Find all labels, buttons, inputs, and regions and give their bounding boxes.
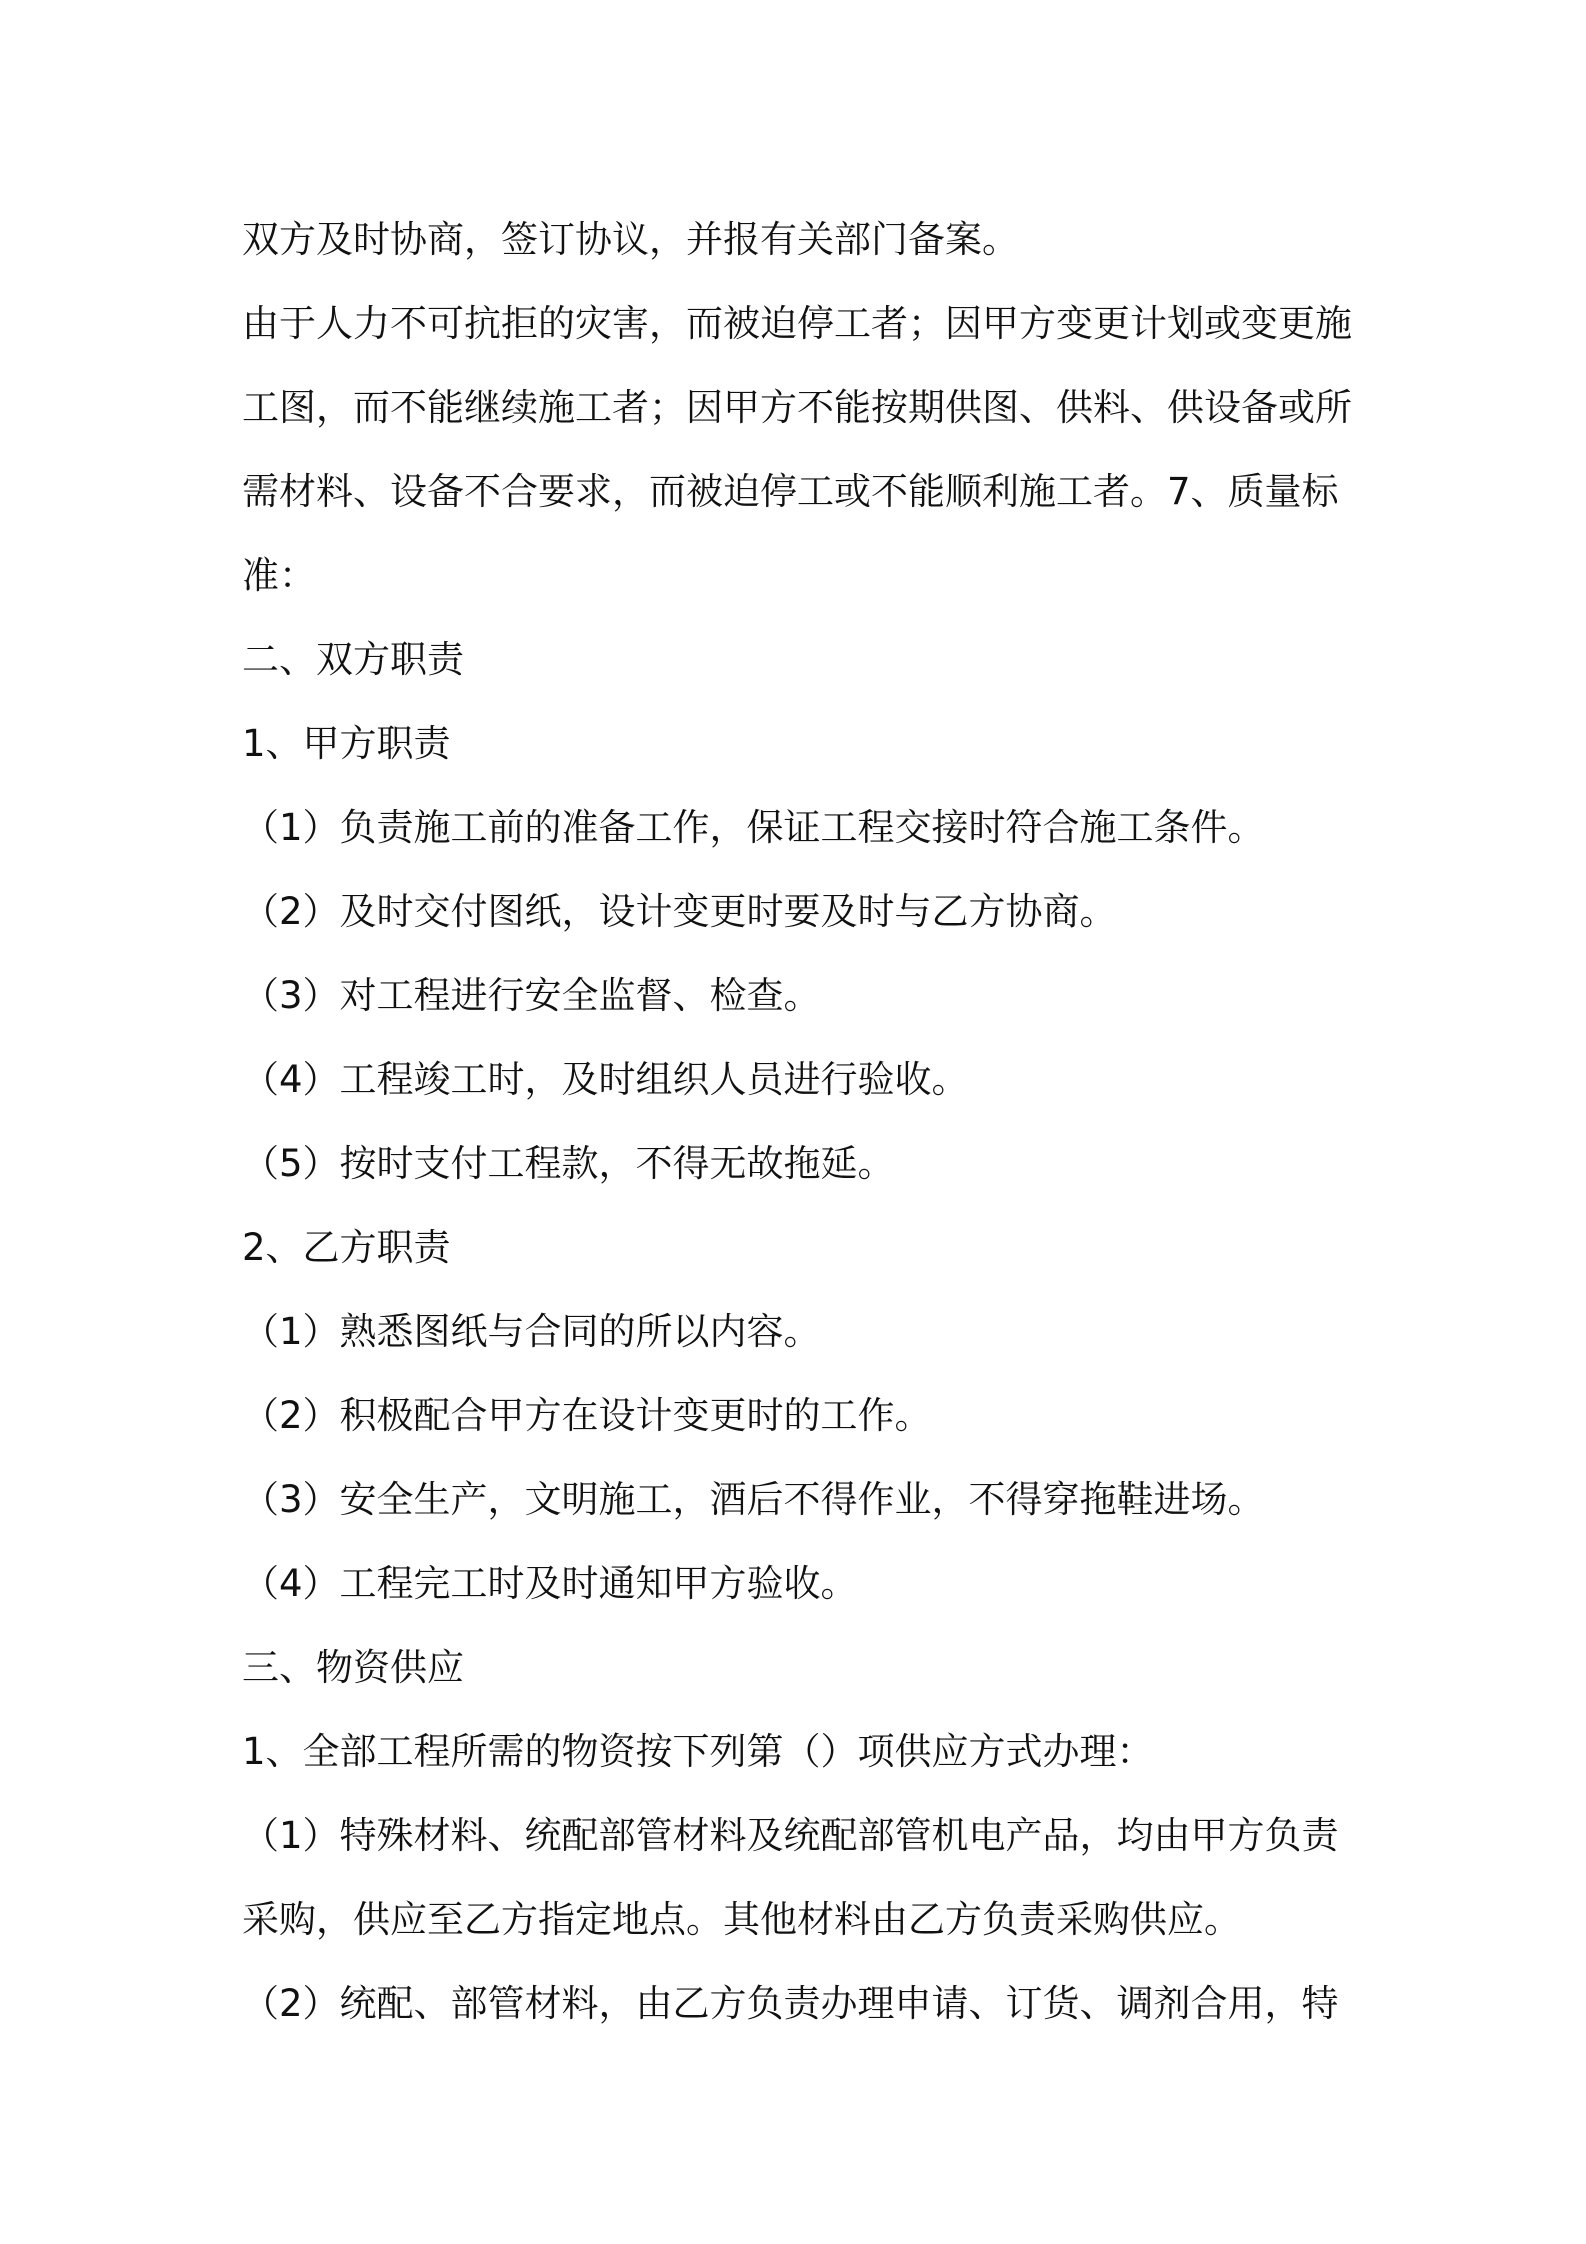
subsection-heading: 1、全部工程所需的物资按下列第（）项供应方式办理： — [242, 1730, 1154, 1773]
document-body — [242, 198, 1362, 2046]
list-item: （2）积极配合甲方在设计变更时的工作。 — [242, 1394, 932, 1437]
list-item: （1）熟悉图纸与合同的所以内容。 — [242, 1310, 821, 1353]
list-item: （1）负责施工前的准备工作，保证工程交接时符合施工条件。 — [242, 806, 1265, 849]
list-item: （2）及时交付图纸，设计变更时要及时与乙方协商。 — [242, 890, 1117, 933]
body-text-line: 工图，而不能继续施工者；因甲方不能按期供图、供料、供设备或所 — [242, 386, 1352, 429]
list-item: （4）工程竣工时，及时组织人员进行验收。 — [242, 1058, 969, 1101]
body-text-line: 由于人力不可抗拒的灾害，而被迫停工者；因甲方变更计划或变更施 — [242, 302, 1352, 345]
list-item: （3）对工程进行安全监督、检查。 — [242, 974, 821, 1017]
subsection-heading: 2、乙方职责 — [242, 1226, 451, 1269]
list-item: （3）安全生产，文明施工，酒后不得作业，不得穿拖鞋进场。 — [242, 1478, 1265, 1521]
list-item: （2）统配、部管材料，由乙方负责办理申请、订货、调剂合用，特 — [242, 1982, 1339, 2025]
subsection-heading: 1、甲方职责 — [242, 722, 451, 765]
section-heading: 三、物资供应 — [242, 1646, 464, 1689]
body-text-line: 准： — [242, 554, 316, 597]
list-item: （4）工程完工时及时通知甲方验收。 — [242, 1562, 858, 1605]
body-text-line: 需材料、设备不合要求，而被迫停工或不能顺利施工者。7、质量标 — [242, 470, 1339, 513]
list-item: （5）按时支付工程款，不得无故拖延。 — [242, 1142, 895, 1185]
body-text-line: 双方及时协商，签订协议，并报有关部门备案。 — [242, 218, 1019, 261]
list-item: （1）特殊材料、统配部管材料及统配部管机电产品，均由甲方负责 — [242, 1814, 1339, 1857]
section-heading: 二、双方职责 — [242, 638, 464, 681]
body-text-line: 采购，供应至乙方指定地点。其他材料由乙方负责采购供应。 — [242, 1898, 1241, 1941]
